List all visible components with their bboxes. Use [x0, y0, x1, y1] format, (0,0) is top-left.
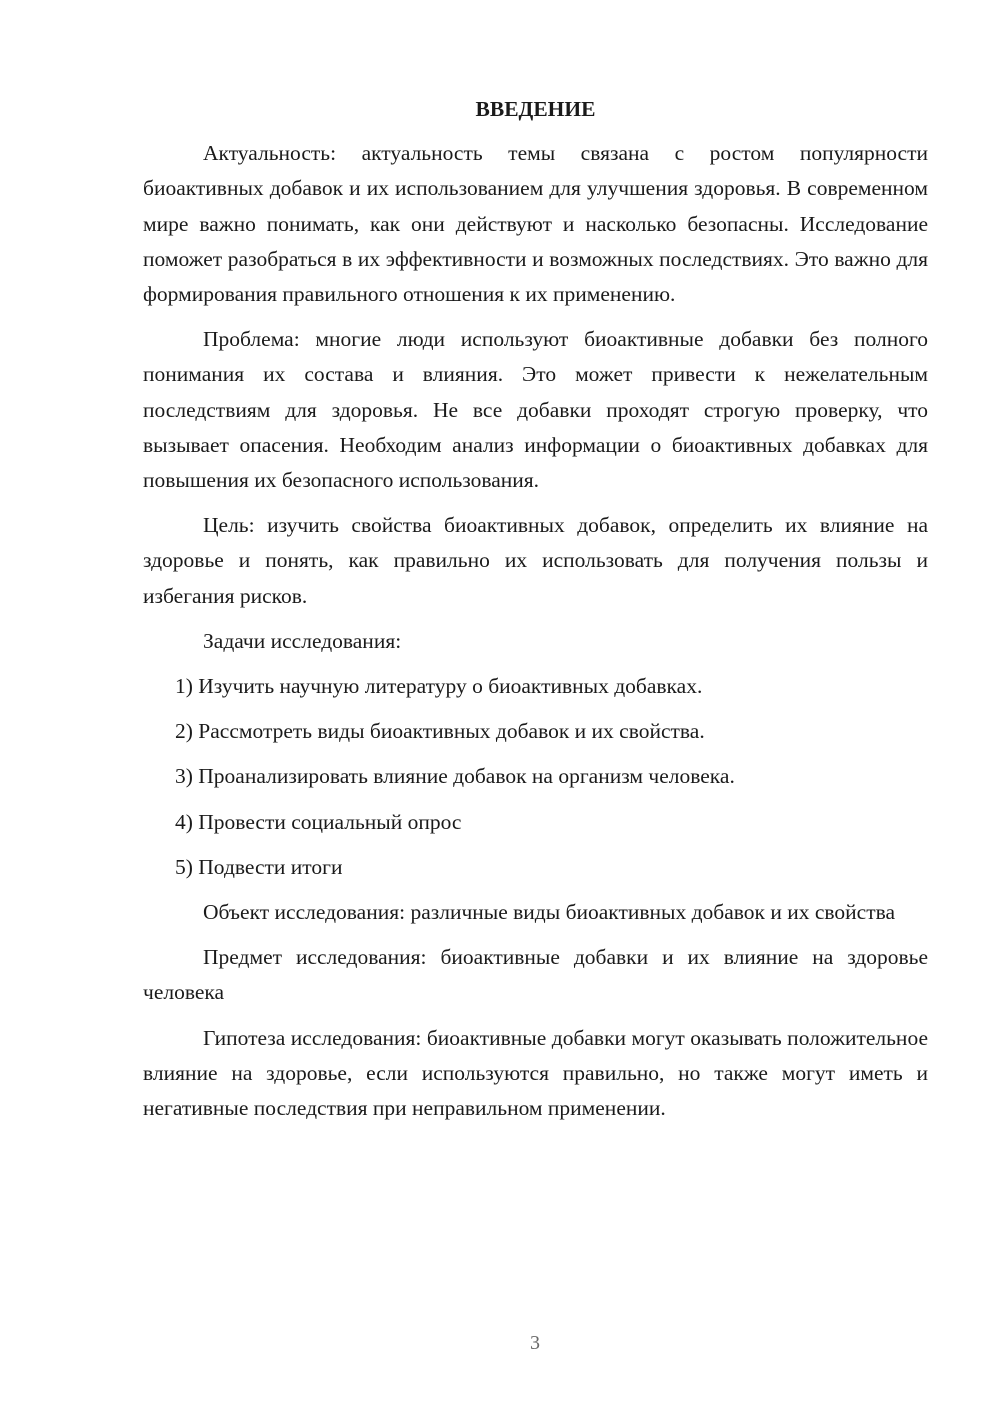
- subject-paragraph: Предмет исследования: биоактивные добавки и их влияние на здоровье человека: [143, 945, 928, 1005]
- task-item-1: 1) Изучить научную литературу о биоактивных добавках.: [175, 674, 703, 699]
- task-list: [143, 669, 928, 885]
- object-paragraph: Объект исследования: различные виды биоактивных добавок и их свойства: [203, 900, 896, 925]
- problem-paragraph: Проблема: многие люди используют биоактивные добавки без полного понимания их состава и влияния. Это может привести к нежелательным последствиям для здоровья. Не все добавки проходят строгую проверку, что вызывает опасения. Необходим анализ информации о биоактивных добавках для повышения их безопасного использования.: [143, 327, 928, 493]
- page-number: 3: [530, 1332, 540, 1354]
- task-item-3: 3) Проанализировать влияние добавок на организм человека.: [175, 764, 735, 789]
- task-item-4: 4) Провести социальный опрос: [175, 809, 462, 834]
- document-page: [143, 92, 928, 1126]
- hypothesis-paragraph: Гипотеза исследования: биоактивные добавки могут оказывать положительное влияние на здоровье, если используются правильно, но также могут иметь и негативные последствия при неправильном применении.: [143, 1025, 928, 1121]
- section-title: ВВЕДЕНИЕ: [475, 97, 596, 121]
- task-item-5: 5) Подвести итоги: [175, 854, 343, 879]
- goal-paragraph: Цель: изучить свойства биоактивных добавок, определить их влияние на здоровье и понять, как правильно их использовать для получения пользы и избегания рисков.: [143, 513, 928, 608]
- task-item-2: 2) Рассмотреть виды биоактивных добавок и их свойства.: [175, 719, 705, 744]
- relevance-paragraph: Актуальность: актуальность темы связана с ростом популярности биоактивных добавок и их использованием для улучшения здоровья. В современном мире важно понимать, как они действуют и насколько безопасны. Исследование поможет разобраться в их эффективности и возможных последствиях. Это важно для формирования правильного отношения к их применению.: [143, 141, 928, 307]
- tasks-heading: Задачи исследования:: [203, 628, 402, 653]
